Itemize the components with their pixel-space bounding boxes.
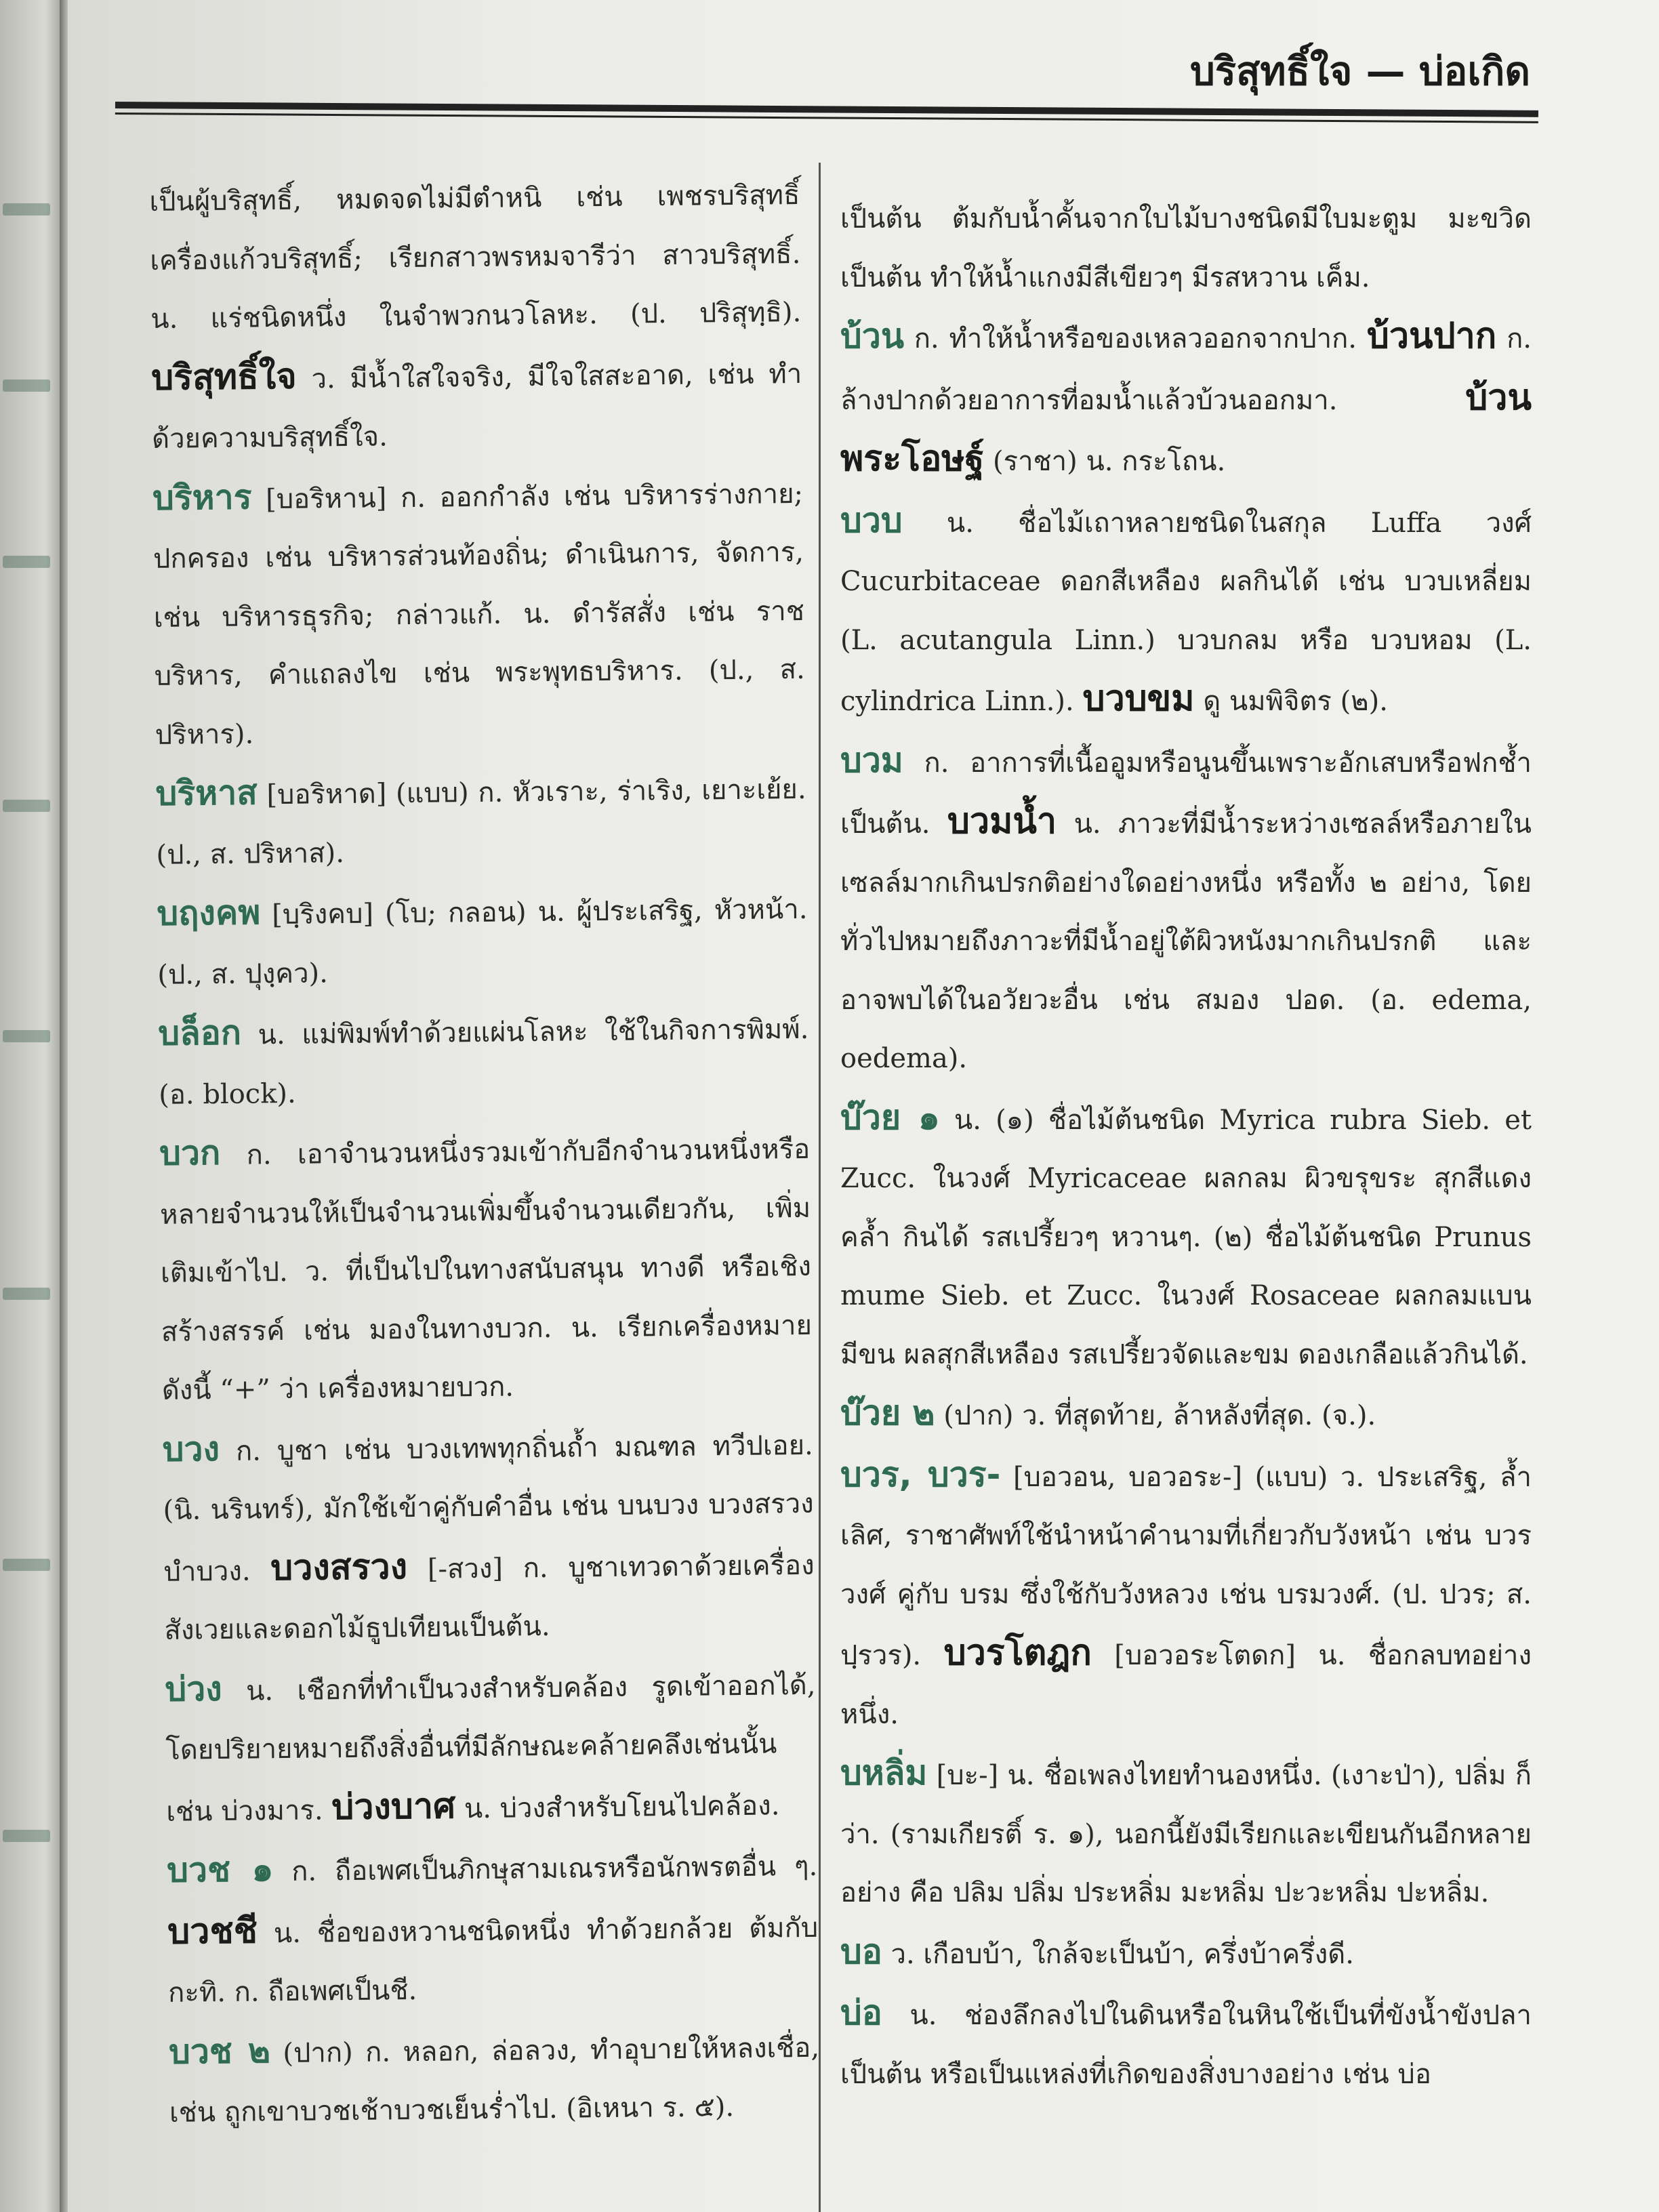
definition-text: [-สวง] ก. บูชาเทวดาด้วยเครื่องสังเวยและดอกไม้ธูปเทียนเป็นต้น. [164, 1549, 815, 1646]
headword: บฤงคพ [157, 893, 261, 933]
dictionary-entry [840, 1923, 1532, 1984]
headword: บวช ๑ [166, 1849, 274, 1890]
dictionary-entry [840, 1984, 1532, 2104]
headword: บ้วน [840, 316, 904, 356]
headword: บหลิ่ม [840, 1753, 928, 1793]
previous-page-text-fragment [3, 1288, 50, 1300]
dictionary-entry [149, 166, 803, 469]
dictionary-entry [155, 758, 807, 884]
previous-page-text-fragment [3, 1559, 50, 1571]
headword: บวง [162, 1429, 220, 1469]
headword: บ๊วย ๑ [840, 1097, 940, 1137]
definition-text: [บะ-] น. ชื่อเพลงไทยทำนองหนึ่ง. (เงาะป่า), ปลิ่ม ก็ว่า. (รามเกียรติ์ ร. ๑), นอกนี้ยังมีเรียกและเขียนกันอีกหลายอย่าง คือ ปลิม ปลิ่ม ประหลิ่ม มะหลิ่ม ปะวะหลิ่ม ปะหลิ่ม. [840, 1760, 1532, 1908]
dictionary-entry [840, 1384, 1532, 1446]
headword: บริหาร [152, 476, 252, 518]
definition-text: น. ภาวะที่มีน้ำระหว่างเซลล์หรือภายในเซลล์มากเกินปรกติอย่างใดอย่างหนึ่ง หรือทั้ง ๒ อย่าง, โดยทั่วไปหมายถึงภาวะที่มีน้ำอยู่ใต้ผิวหนังมากเกินปรกติ และอาจพบได้ในอวัยวะอื่น เช่น สมอง ปอด. (อ. edema, oedema). [840, 808, 1532, 1074]
definition-text: (ปาก) ก. หลอก, ล่อลวง, ทำอุบายให้หลงเชื่อ, เช่น ถูกเขาบวชเช้าบวชเย็นร่ำไป. (อิเหนา ร. ๕). [169, 2032, 820, 2129]
definition-text: (ปาก) ว. ที่สุดท้าย, ล้าหลังที่สุด. (จ.). [943, 1400, 1376, 1431]
entry-continuation-text: เป็นผู้บริสุทธิ์, หมดจดไม่มีตำหนิ เช่น เพชรบริสุทธิ์ เครื่องแก้วบริสุทธิ์; เรียกสาวพรหมจารีว่า สาวบริสุทธิ์. น. แร่ชนิดหนึ่ง ในจำพวกนวโลหะ. (ป. ปริสุทฺธิ). [149, 179, 802, 335]
headword: บวช ๒ [168, 2030, 271, 2072]
sub-headword: บวรโตฎก [943, 1633, 1092, 1673]
headword: บ่วง [165, 1668, 222, 1709]
definition-text: น. ชื่อของหวานชนิดหนึ่ง ทำด้วยกล้วย ต้มกับกะทิ. ก. ถือเพศเป็นชี. [167, 1912, 819, 2009]
previous-page-text-fragment [3, 203, 50, 216]
dictionary-entry [840, 307, 1532, 491]
dictionary-entry [840, 491, 1532, 731]
definition-text: น. เชือกที่ทำเป็นวงสำหรับคล้อง รูดเข้าออกได้, โดยปริยายหมายถึงสิ่งอื่นที่มีลักษณะคล้ายคลึงเช่นนั้น เช่น บ่วงมาร. [165, 1669, 816, 1828]
sub-headword: บวชชี [167, 1910, 258, 1952]
definition-text: [บอริหาด] (แบบ) ก. หัวเราะ, ร่าเริง, เยาะเย้ย. (ป., ส. ปริหาส). [156, 773, 806, 871]
headword: บวม [840, 740, 903, 780]
headword: บ่อ [840, 1993, 882, 2032]
dictionary-entry [158, 998, 810, 1124]
dictionary-entry [167, 1835, 819, 2023]
sub-headword: บวบขม [1082, 678, 1195, 719]
definition-text: [บอริหาน] ก. ออกกำลัง เช่น บริหารร่างกาย; ปกครอง เช่น บริหารส่วนท้องถิ่น; ดำเนินการ, จัดการ, เช่น บริหารธุรกิจ; กล่าวแก้. น. ดำรัสสั่ง เช่น ราชบริหาร, คำแถลงไข เช่น พระพุทธบริหาร. (ป., ส. ปริหาร). [152, 478, 805, 751]
previous-page-text-fragment [3, 800, 50, 812]
headword: บวบ [840, 500, 903, 540]
definition-text: ว. เกือบบ้า, ใกล้จะเป็นบ้า, ครึ่งบ้าครึ่งดี. [890, 1938, 1354, 1970]
sub-headword: บ่วงบาศ [331, 1785, 456, 1828]
headword: บวก [159, 1132, 221, 1173]
definition-text: ก. อาการที่เนื้ออูมหรือนูนขึ้นเพราะอักเสบหรือฟกช้ำเป็นต้น. [840, 747, 1532, 840]
definition-text: ก. ทำให้น้ำหรือของเหลวออกจากปาก. [914, 323, 1357, 354]
previous-page-text-fragment [3, 556, 50, 568]
headword: บ๊วย ๒ [840, 1393, 935, 1433]
previous-page-text-fragment [3, 1030, 50, 1042]
dictionary-entry [162, 1413, 815, 1660]
definition-text: ว. มีน้ำใสใจจริง, มีใจใสสะอาด, เช่น ทำด้วยความบริสุทธิ์ใจ. [151, 358, 802, 455]
header-rule [115, 102, 1538, 123]
headword: บล็อก [157, 1012, 242, 1053]
sub-headword: บ้วนพระโอษฐ์ [840, 377, 1532, 479]
definition-text: น. (๑) ชื่อไม้ต้นชนิด Myrica rubra Sieb. et Zucc. ในวงศ์ Myricaceae ผลกลม ผิวขรุขระ สุกสีแดงคล้ำ กินได้ รสเปรี้ยวๆ หวานๆ. (๒) ชื่อไม้ต้นชนิด Prunus mume Sieb. et Zucc. ในวงศ์ Rosaceae ผลกลมแบน มีขน ผลสุกสีเหลือง รสเปรี้ยวจัดและขม ดองเกลือแล้วกินได้. [840, 1104, 1532, 1370]
definition-text: [บอวอน, บอวอระ-] (แบบ) ว. ประเสริฐ, ล้ำเลิศ, ราชาศัพท์ใช้นำหน้าคำนามที่เกี่ยวกับวังหน้า เช่น บวรวงศ์ คู่กับ บรม ซึ่งใช้กับวังหลวง เช่น บรมวงศ์. (ป. ปวร; ส. ปฺรวร). [840, 1461, 1532, 1671]
running-head: บริสุทธิ์ใจ — บ่อเกิด [1190, 48, 1530, 94]
column-divider [819, 163, 821, 2212]
dictionary-entry [840, 1088, 1532, 1385]
definition-text: ก. ล้างปากด้วยอาการที่อมน้ำแล้วบ้วนออกมา. [840, 323, 1532, 416]
entry-continuation-text: เป็นต้น ต้มกับน้ำคั้นจากใบไม้บางชนิดมีใบมะตูม มะขวิด เป็นต้น ทำให้น้ำแกงมีสีเขียวๆ มีรสหวาน เค็ม. [840, 203, 1532, 293]
right-column [840, 190, 1532, 2104]
dictionary-entry [165, 1653, 817, 1841]
headword: บอ [840, 1931, 882, 1971]
sub-headword: บ้วนปาก [1366, 316, 1497, 356]
previous-page-text-fragment [3, 1830, 50, 1842]
previous-page-text-fragment [3, 380, 50, 392]
definition-text: (ราชา) น. กระโถน. [992, 446, 1226, 477]
definition-text: [บฺริงคบ] (โบ; กลอน) น. ผู้ประเสริฐ, หัวหน้า. (ป., ส. ปุงฺคว). [157, 893, 808, 991]
definition-text: น. บ่วงสำหรับโยนไปคล้อง. [464, 1789, 780, 1824]
dictionary-entry [840, 1446, 1532, 1744]
headword: บริหาส [155, 773, 258, 813]
sub-headword: บริสุทธิ์ใจ [150, 356, 298, 398]
dictionary-entry [159, 1118, 813, 1420]
definition-text: ก. บูชา เช่น บวงเทพทุกถิ่นถ้ำ มณฑล ทวีปเอย. (นิ. นรินทร์), มักใช้เข้าคู่กับคำอื่น เช่น บนบวง บวงสรวง บำบวง. [163, 1429, 814, 1588]
headword: บวร, บวร- [840, 1454, 1001, 1494]
dictionary-entry [840, 731, 1532, 1088]
previous-page-edge [0, 0, 64, 2212]
dictionary-entry [152, 462, 806, 764]
definition-text: น. ช่องลึกลงไปในดินหรือในหินใช้เป็นที่ขังน้ำขังปลาเป็นต้น หรือเป็นแหล่งที่เกิดของสิ่งบางอย่าง เช่น บ่อ [840, 2000, 1532, 2090]
left-column [149, 166, 820, 2142]
dictionary-entry [169, 2015, 821, 2142]
definition-text: [บอวอระโตดก] น. ชื่อกลบทอย่างหนึ่ง. [840, 1640, 1532, 1730]
definition-text: ก. ถือเพศเป็นภิกษุสามเณรหรือนักพรตอื่น ๆ. [291, 1850, 818, 1887]
sub-headword: บวงสรวง [270, 1546, 408, 1589]
dictionary-page [68, 0, 1659, 2212]
definition-text: ก. เอาจำนวนหนึ่งรวมเข้ากับอีกจำนวนหนึ่งหรือหลายจำนวนให้เป็นจำนวนเพิ่มขึ้นจำนวนเดียวกัน, เพิ่มเติมเข้าไป. ว. ที่เป็นไปในทางสนับสนุน ทางดี หรือเชิงสร้างสรรค์ เช่น มองในทางบวก. น. เรียกเครื่องหมายดังนี้ “+” ว่า เครื่องหมายบวก. [159, 1133, 813, 1406]
dictionary-entry [157, 878, 808, 1004]
definition-text: น. แม่พิมพ์ทำด้วยแผ่นโลหะ ใช้ในกิจการพิมพ์. (อ. block). [159, 1013, 809, 1111]
sub-headword: บวมน้ำ [947, 801, 1057, 842]
definition-text: น. ชื่อไม้เถาหลายชนิดในสกุล Luffa วงศ์ Cucurbitaceae ดอกสีเหลือง ผลกินได้ เช่น บวบเหลี่ยม (L. acutangula Linn.) บวบกลม หรือ บวบหอม (L. cylindrica Linn.). [840, 507, 1532, 717]
dictionary-entry [840, 1744, 1532, 1923]
dictionary-entry [840, 190, 1532, 307]
definition-text: ดู นมพิจิตร (๒). [1203, 686, 1388, 717]
